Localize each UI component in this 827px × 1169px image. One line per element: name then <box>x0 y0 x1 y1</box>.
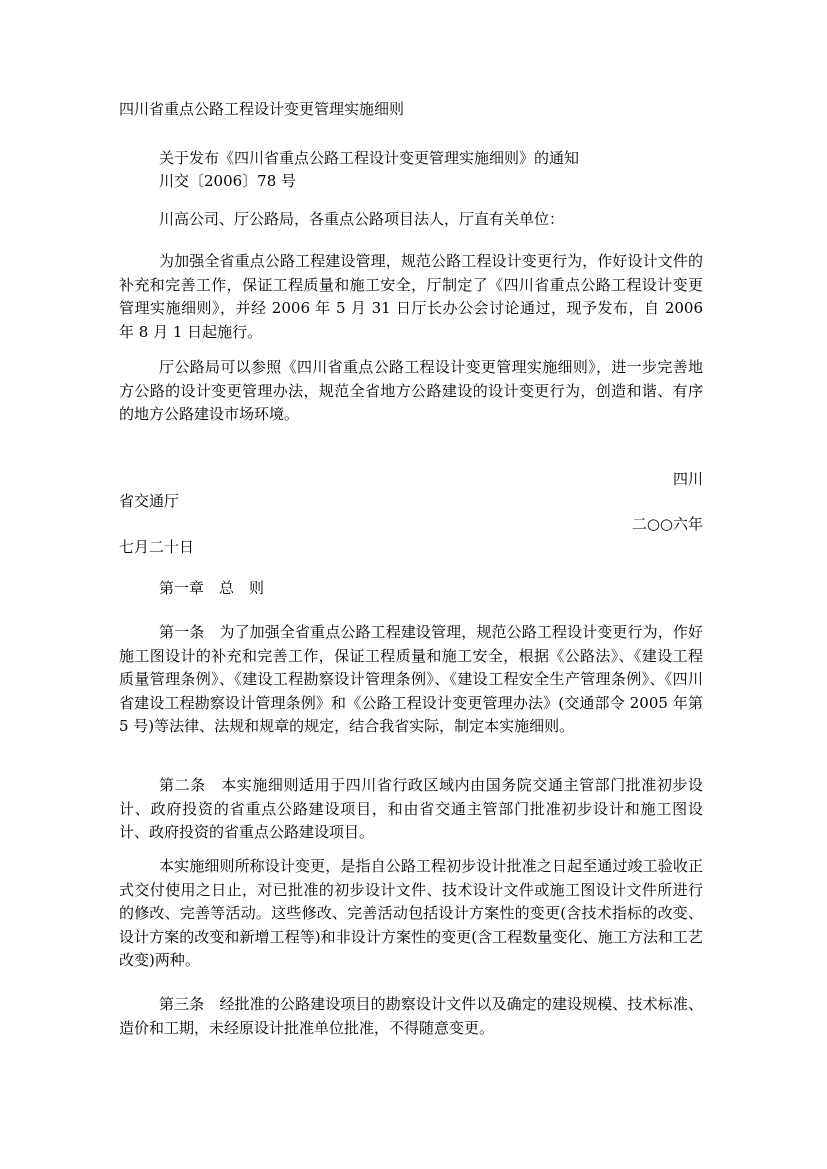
addressee-line: 川高公司、厅公路局，各重点公路项目法人，厅直有关单位： <box>159 210 565 228</box>
notice-paragraph-2: 厅公路局可以参照《四川省重点公路工程设计变更管理实施细则》，进一步完善地方公路的设计变更管理办法，规范全省地方公路建设的设计变更行为，创造和谐、有序的地方公路建设市场环境。 <box>119 358 703 423</box>
document-title: 四川省重点公路工程设计变更管理实施细则 <box>119 100 405 118</box>
article-2-paragraph: 本实施细则所称设计变更，是指自公路工程初步设计批准之日起至通过竣工验收正式交付使用之日止，对已批准的初步设计文件、技术设计文件或施工图设计文件所进行的修改、完善等活动。这些修改、完善活动包括设计方案性的变更(含技术指标的改变、设计方案的改变和新增工程等)和非设计方案性的变更(含工程数量变化、施工方法和工艺改变)两种。 <box>119 857 703 969</box>
article-2: 第二条 本实施细则适用于四川省行政区域内由国务院交通主管部门批准初步设计、政府投资的省重点公路建设项目，和由省交通主管部门批准初步设计和施工图设计、政府投资的省重点公路建设项目。 <box>119 776 703 841</box>
date-line-1: 二○○六年 <box>631 515 703 533</box>
document-number: 川交〔2006〕78 号 <box>159 172 297 190</box>
date-line-2: 七月二十日 <box>119 538 195 556</box>
notice-title: 关于发布《四川省重点公路工程设计变更管理实施细则》的通知 <box>159 149 580 167</box>
notice-paragraph-1: 为加强全省重点公路工程建设管理，规范公路工程设计变更行为，作好设计文件的补充和完善工作，保证工程质量和施工安全，厅制定了《四川省重点公路工程设计变更管理实施细则》，并经 2006 年 5 月 31 日厅长办公会讨论通过，现予发布，自 2006 年 8 月 1 日起施行。 <box>119 252 703 341</box>
article-3: 第三条 经批准的公路建设项目的勘察设计文件以及确定的建设规模、技术标准、造价和工期，未经原设计批准单位批准，不得随意变更。 <box>119 995 703 1037</box>
chapter-heading: 第一章 总 则 <box>159 579 265 597</box>
article-1: 第一条 为了加强全省重点公路工程建设管理，规范公路工程设计变更行为，作好施工图设计的补充和完善工作，保证工程质量和施工安全，根据《公路法》、《建设工程质量管理条例》、《建设工程勘察设计管理条例》、《建设工程安全生产管理条例》、《四川省建设工程勘察设计管理条例》和《公路工程设计变更管理办法》(交通部令 2005 年第 5 号)等法律、法规和规章的规定，结合我省实际，制定本实施细则。 <box>119 623 703 735</box>
signature-line-2: 省交通厅 <box>119 492 180 510</box>
signature-line-1: 四川 <box>672 470 703 488</box>
